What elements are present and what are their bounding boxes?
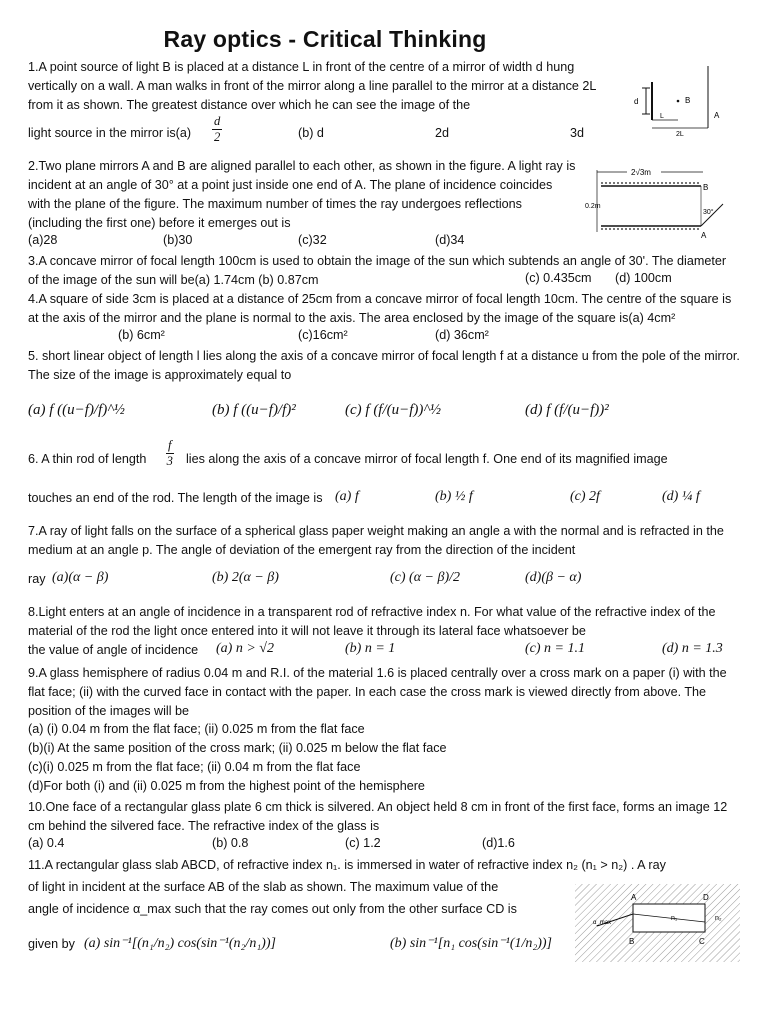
question-2-option-d: (d)34 bbox=[435, 233, 465, 247]
q2-fig-a-label: A bbox=[701, 231, 707, 240]
question-2-option-a: (a)28 bbox=[28, 233, 58, 247]
question-7-option-c: (c) (α − β)/2 bbox=[390, 570, 461, 585]
question-1-text: 1.A point source of light B is placed at a distance L in front of the centre of a mirror of width d hung vertically on a wall. A man walks in front of the mirror along a line parallel to the mirror at a distance 2L from it as shown. The greatest distance over which he can see the image of the bbox=[28, 60, 596, 112]
question-1-option-c: 2d bbox=[435, 126, 450, 140]
question-5-option-a: (a) f ((u−f)/f)^½ bbox=[28, 402, 125, 418]
question-8-option-d: (d) n = 1.3 bbox=[662, 641, 723, 656]
question-2-figure bbox=[585, 160, 740, 242]
question-11-option-b: (b) sin⁻¹[n₁ cos(sin⁻¹(1/n₂))] bbox=[390, 936, 553, 951]
question-10-option-a: (a) 0.4 bbox=[28, 836, 65, 850]
question-8-text: 8.Light enters at an angle of incidence in a transparent rod of refractive index n. For what value of the refractive index of the material of the rod the light once entered into it will not leave it through its lateral face whatsoever be bbox=[28, 605, 716, 638]
question-2-option-b: (b)30 bbox=[163, 233, 193, 247]
question-9-option-a: (a) (i) 0.04 m from the flat face; (ii) 0.025 m from the flat face bbox=[28, 722, 365, 736]
question-10-option-c: (c) 1.2 bbox=[345, 836, 381, 850]
q11-fig-n2-label: n₂ bbox=[715, 915, 722, 922]
q11-fig-amax-label: α_max bbox=[593, 920, 612, 926]
question-9-text: 9.A glass hemisphere of radius 0.04 m and R.I. of the material 1.6 is placed centrally over a cross mark on a paper (i) with the flat face; (ii) with the curved face in contact with the paper. In each case the cross mark is viewed directly from above. The position of the images will be bbox=[28, 666, 727, 718]
question-1-option-b: (b) d bbox=[298, 126, 324, 140]
q1-fig-2l-label: 2L bbox=[676, 131, 684, 138]
question-3-text: 3.A concave mirror of focal length 100cm is used to obtain the image of the sun which subtends an angle of 30'. The diameter of the image of the sun will be(a) 1.74cm (b) 0.87cm bbox=[28, 254, 727, 287]
question-1-stem-end: light source in the mirror is(a) bbox=[28, 126, 192, 140]
q11-fig-b-label: B bbox=[629, 937, 635, 946]
q1-fig-l-label: L bbox=[660, 113, 664, 120]
question-5-text: 5. short linear object of length l lies along the axis of a concave mirror of focal length f at a distance u from the pole of the mirror. The size of the image is approximately equal to bbox=[28, 349, 740, 382]
question-3-option-c: (c) 0.435cm bbox=[525, 271, 592, 285]
question-6-option-b: (b) ½ f bbox=[435, 489, 473, 504]
question-11-line-1: 11.A rectangular glass slab ABCD, of refractive index n₁. is immersed in water of refractive index n₂ (n₁ > n₂) . A ray bbox=[28, 858, 666, 872]
question-9-option-d: (d)For both (i) and (ii) 0.025 m from the highest point of the hemisphere bbox=[28, 779, 425, 793]
q2-fig-gap-label: 0.2m bbox=[585, 203, 601, 210]
q2-fig-b-label: B bbox=[703, 183, 709, 192]
q1-fig-a-label: A bbox=[714, 111, 720, 120]
question-3-option-d: (d) 100cm bbox=[615, 271, 672, 285]
question-6-option-c: (c) 2f bbox=[570, 489, 600, 504]
question-7-option-b: (b) 2(α − β) bbox=[212, 570, 279, 585]
question-9-option-c: (c)(i) 0.025 m from the flat face; (ii) 0.04 m from the flat face bbox=[28, 760, 361, 774]
question-8-option-c: (c) n = 1.1 bbox=[525, 641, 585, 656]
question-7-stem-end: ray bbox=[28, 572, 46, 586]
question-1-option-a: $\frac{d}{2}$ bbox=[214, 114, 221, 144]
question-4-option-c: (c)16cm² bbox=[298, 328, 348, 342]
q11-fig-c-label: C bbox=[699, 937, 705, 946]
question-5-option-d: (d) f (f/(u−f))² bbox=[525, 402, 609, 418]
q1-fig-b-label: B bbox=[685, 96, 691, 105]
question-7-text: 7.A ray of light falls on the surface of a spherical glass paper weight making an angle a with the normal and is refracted in the medium at an angle p. The angle of deviation of the emergent ray from the direction of the incident bbox=[28, 524, 724, 557]
question-11-line-3: angle of incidence α_max such that the ray comes out only from the other surface CD is bbox=[28, 902, 517, 916]
question-11-line-4: given by bbox=[28, 937, 75, 951]
question-8-option-b: (b) n = 1 bbox=[345, 641, 396, 656]
question-5-option-c: (c) f (f/(u−f))^½ bbox=[345, 402, 441, 418]
q2-fig-angle-label: 30° bbox=[703, 209, 714, 216]
question-8-stem-end: the value of angle of incidence bbox=[28, 643, 199, 657]
question-7-option-d: (d)(β − α) bbox=[525, 570, 582, 585]
question-1-option-d: 3d bbox=[570, 126, 585, 140]
page-title: Ray optics - Critical Thinking bbox=[163, 26, 487, 52]
question-4-option-b: (b) 6cm² bbox=[118, 328, 165, 342]
question-6-option-d: (d) ¼ f bbox=[662, 489, 700, 504]
question-9-option-b: (b)(i) At the same position of the cross mark; (ii) 0.025 m below the flat face bbox=[28, 741, 447, 755]
question-10-text: 10.One face of a rectangular glass plate 6 cm thick is silvered. An object held 8 cm in front of the first face, forms an image 12 cm behind the silvered face. The refractive index of the glass is bbox=[28, 800, 728, 833]
question-2-text: 2.Two plane mirrors A and B are aligned parallel to each other, as shown in the figure. A light ray is incident at an angle of 30° at a point just inside one end of A. The plane of incidence coincides with the plane of the figure. The maximum number of times the ray undergoes reflections (including the first one) before it emerges out is bbox=[28, 159, 576, 230]
question-10-option-d: (d)1.6 bbox=[482, 836, 515, 850]
q11-fig-a-label: A bbox=[631, 893, 637, 902]
question-1-figure bbox=[630, 58, 740, 138]
question-4-text: 4.A square of side 3cm is placed at a distance of 25cm from a concave mirror of focal length 10cm. The centre of the square is at the axis of the mirror and the plane is normal to the axis. The area enclosed by the image of the square is(a) 4cm² bbox=[28, 292, 732, 325]
question-5-option-b: (b) f ((u−f)/f)² bbox=[212, 402, 296, 418]
question-10-option-b: (b) 0.8 bbox=[212, 836, 249, 850]
question-2-option-c: (c)32 bbox=[298, 233, 327, 247]
question-6-fraction: $\frac{f}{3}$ bbox=[166, 438, 173, 468]
question-6-text-pre: 6. A thin rod of length bbox=[28, 452, 147, 466]
question-11-line-2: of light in incident at the surface AB of the slab as shown. The maximum value of the bbox=[28, 880, 499, 894]
question-6-line-2: touches an end of the rod. The length of the image is bbox=[28, 491, 323, 505]
question-7-option-a: (a)(α − β) bbox=[52, 570, 109, 585]
q2-fig-length-label: 2√3m bbox=[631, 168, 651, 177]
question-11-figure bbox=[575, 884, 740, 962]
question-6-option-a: (a) f bbox=[335, 489, 359, 504]
question-4-option-d: (d) 36cm² bbox=[435, 328, 489, 342]
q1-fig-d-label: d bbox=[634, 97, 639, 106]
question-11-option-a: (a) sin⁻¹[(n₁/n₂) cos(sin⁻¹(n₂/n₁))] bbox=[84, 936, 276, 951]
q11-fig-d-label: D bbox=[703, 893, 709, 902]
question-6-text-post: lies along the axis of a concave mirror of focal length f. One end of its magnified image bbox=[186, 452, 668, 466]
question-8-option-a: (a) n > √2 bbox=[216, 641, 274, 656]
q11-fig-n1-label: n₁ bbox=[671, 915, 678, 922]
